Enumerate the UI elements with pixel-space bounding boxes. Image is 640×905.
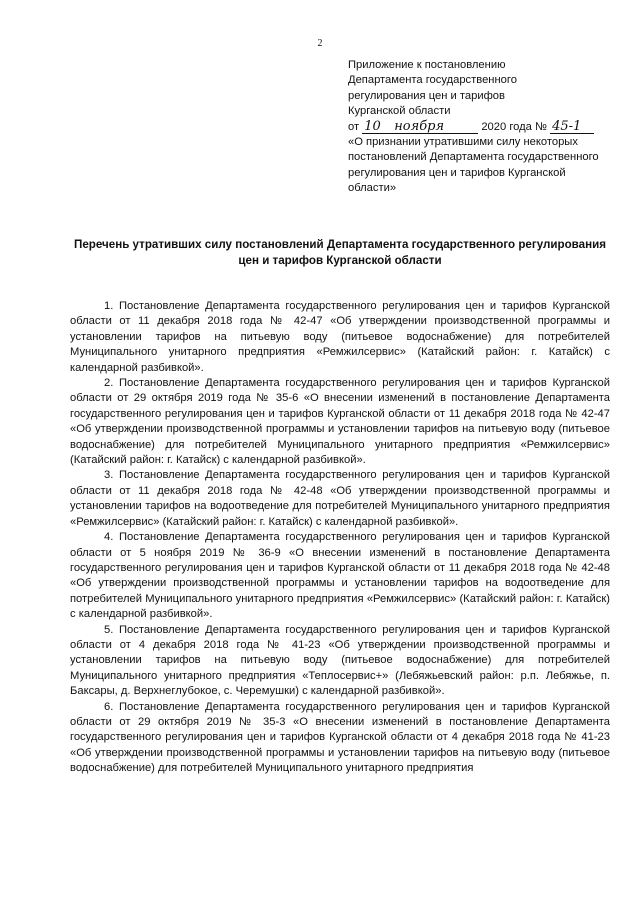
list-item: 3. Постановление Департамента государственного регулирования цен и тарифов Курганской области от 11 декабря 2018 года № 42-48 «Об утверждении производственной программы и установлении тарифов на водоотведение для потребителей Муниципального унитарного предприятия «Ремжилсервис» (Катайский район: г. Катайск) с календарной разбивкой». (70, 469, 610, 528)
list-item: 2. Постановление Департамента государственного регулирования цен и тарифов Курганской области от 29 октября 2019 года № 35-6 «О внесении изменений в постановление Департамента государственного регулирования цен и тарифов Курганской области от 11 декабря 2018 года № 42-47 «Об утверждении производственной программы и установлении тарифов на питьевую воду (питьевое водоснабжение) для потребителей Муниципального унитарного предприятия «Ремжилсервис» (Катайский район: г. Катайск) с календарной разбивкой». (70, 377, 610, 467)
annex-subject: «О признании утратившими силу некоторых постановлений Департамента государственного регулирования цен и тарифов Курганской области» (348, 136, 599, 195)
handwritten-day: 10 (362, 120, 392, 134)
list-item: 4. Постановление Департамента государственного регулирования цен и тарифов Курганской области от 5 ноября 2019 № 36-9 «О внесении изменений в постановление Департамента государственного регулирования цен и тарифов Курганской области от 11 декабря 2018 года № 42-48 «Об утверждении производственной программы и установлении тарифов на водоотведение для потребителей Муниципального унитарного предприятия «Ремжилсервис» (Катайский район: г. Катайск) с календарной разбивкой». (70, 531, 610, 621)
repealed-list (70, 299, 610, 777)
annex-header (348, 58, 608, 197)
handwritten-doc-number: 45-1 (550, 120, 594, 134)
date-prefix: от (348, 120, 360, 133)
list-item: 1. Постановление Департамента государственного регулирования цен и тарифов Курганской области от 11 декабря 2018 года № 42-47 «Об утверждении производственной программы и установлении тарифов на питьевую воду (питьевое водоснабжение) для потребителей Муниципального унитарного предприятия «Ремжилсервис» (Катайский район: г. Катайск) с календарной разбивкой». (70, 300, 610, 374)
annex-line: Курганской области (348, 105, 451, 118)
list-item: 5. Постановление Департамента государственного регулирования цен и тарифов Курганской области от 4 декабря 2018 года № 41-23 «Об утверждении производственной программы и установлении тарифов на питьевую воду (питьевое водоснабжение) для потребителей Муниципального унитарного предприятия «Теплосервис+» (Лебяжьевский район: р.п. Лебяжье, п. Баксары, д. Верхнеглубокое, с. Черемушки) с календарной разбивкой». (70, 623, 610, 698)
document-title: Перечень утративших силу постановлений Департамента государственного регулирования цен и тарифов Курганской области (74, 238, 606, 267)
handwritten-month: ноября (392, 120, 478, 134)
annex-line: регулирования цен и тарифов (348, 89, 505, 102)
page-number: 2 (317, 38, 323, 49)
annex-line: Приложение к постановлению (348, 59, 506, 71)
date-year: 2020 года № (481, 120, 547, 133)
list-item: 6. Постановление Департамента государственного регулирования цен и тарифов Курганской области от 29 октября 2019 № 35-3 «О внесении изменений в постановление Департамента государственного регулирования цен и тарифов Курганской области от 4 декабря 2018 года № 41-23 «Об утверждении производственной программы и установлении тарифов на питьевую воду (питьевое водоснабжение) для потребителей Муниципального унитарного предприятия (70, 700, 610, 775)
annex-date-line (348, 120, 608, 135)
annex-line: Департамента государственного (348, 74, 517, 87)
